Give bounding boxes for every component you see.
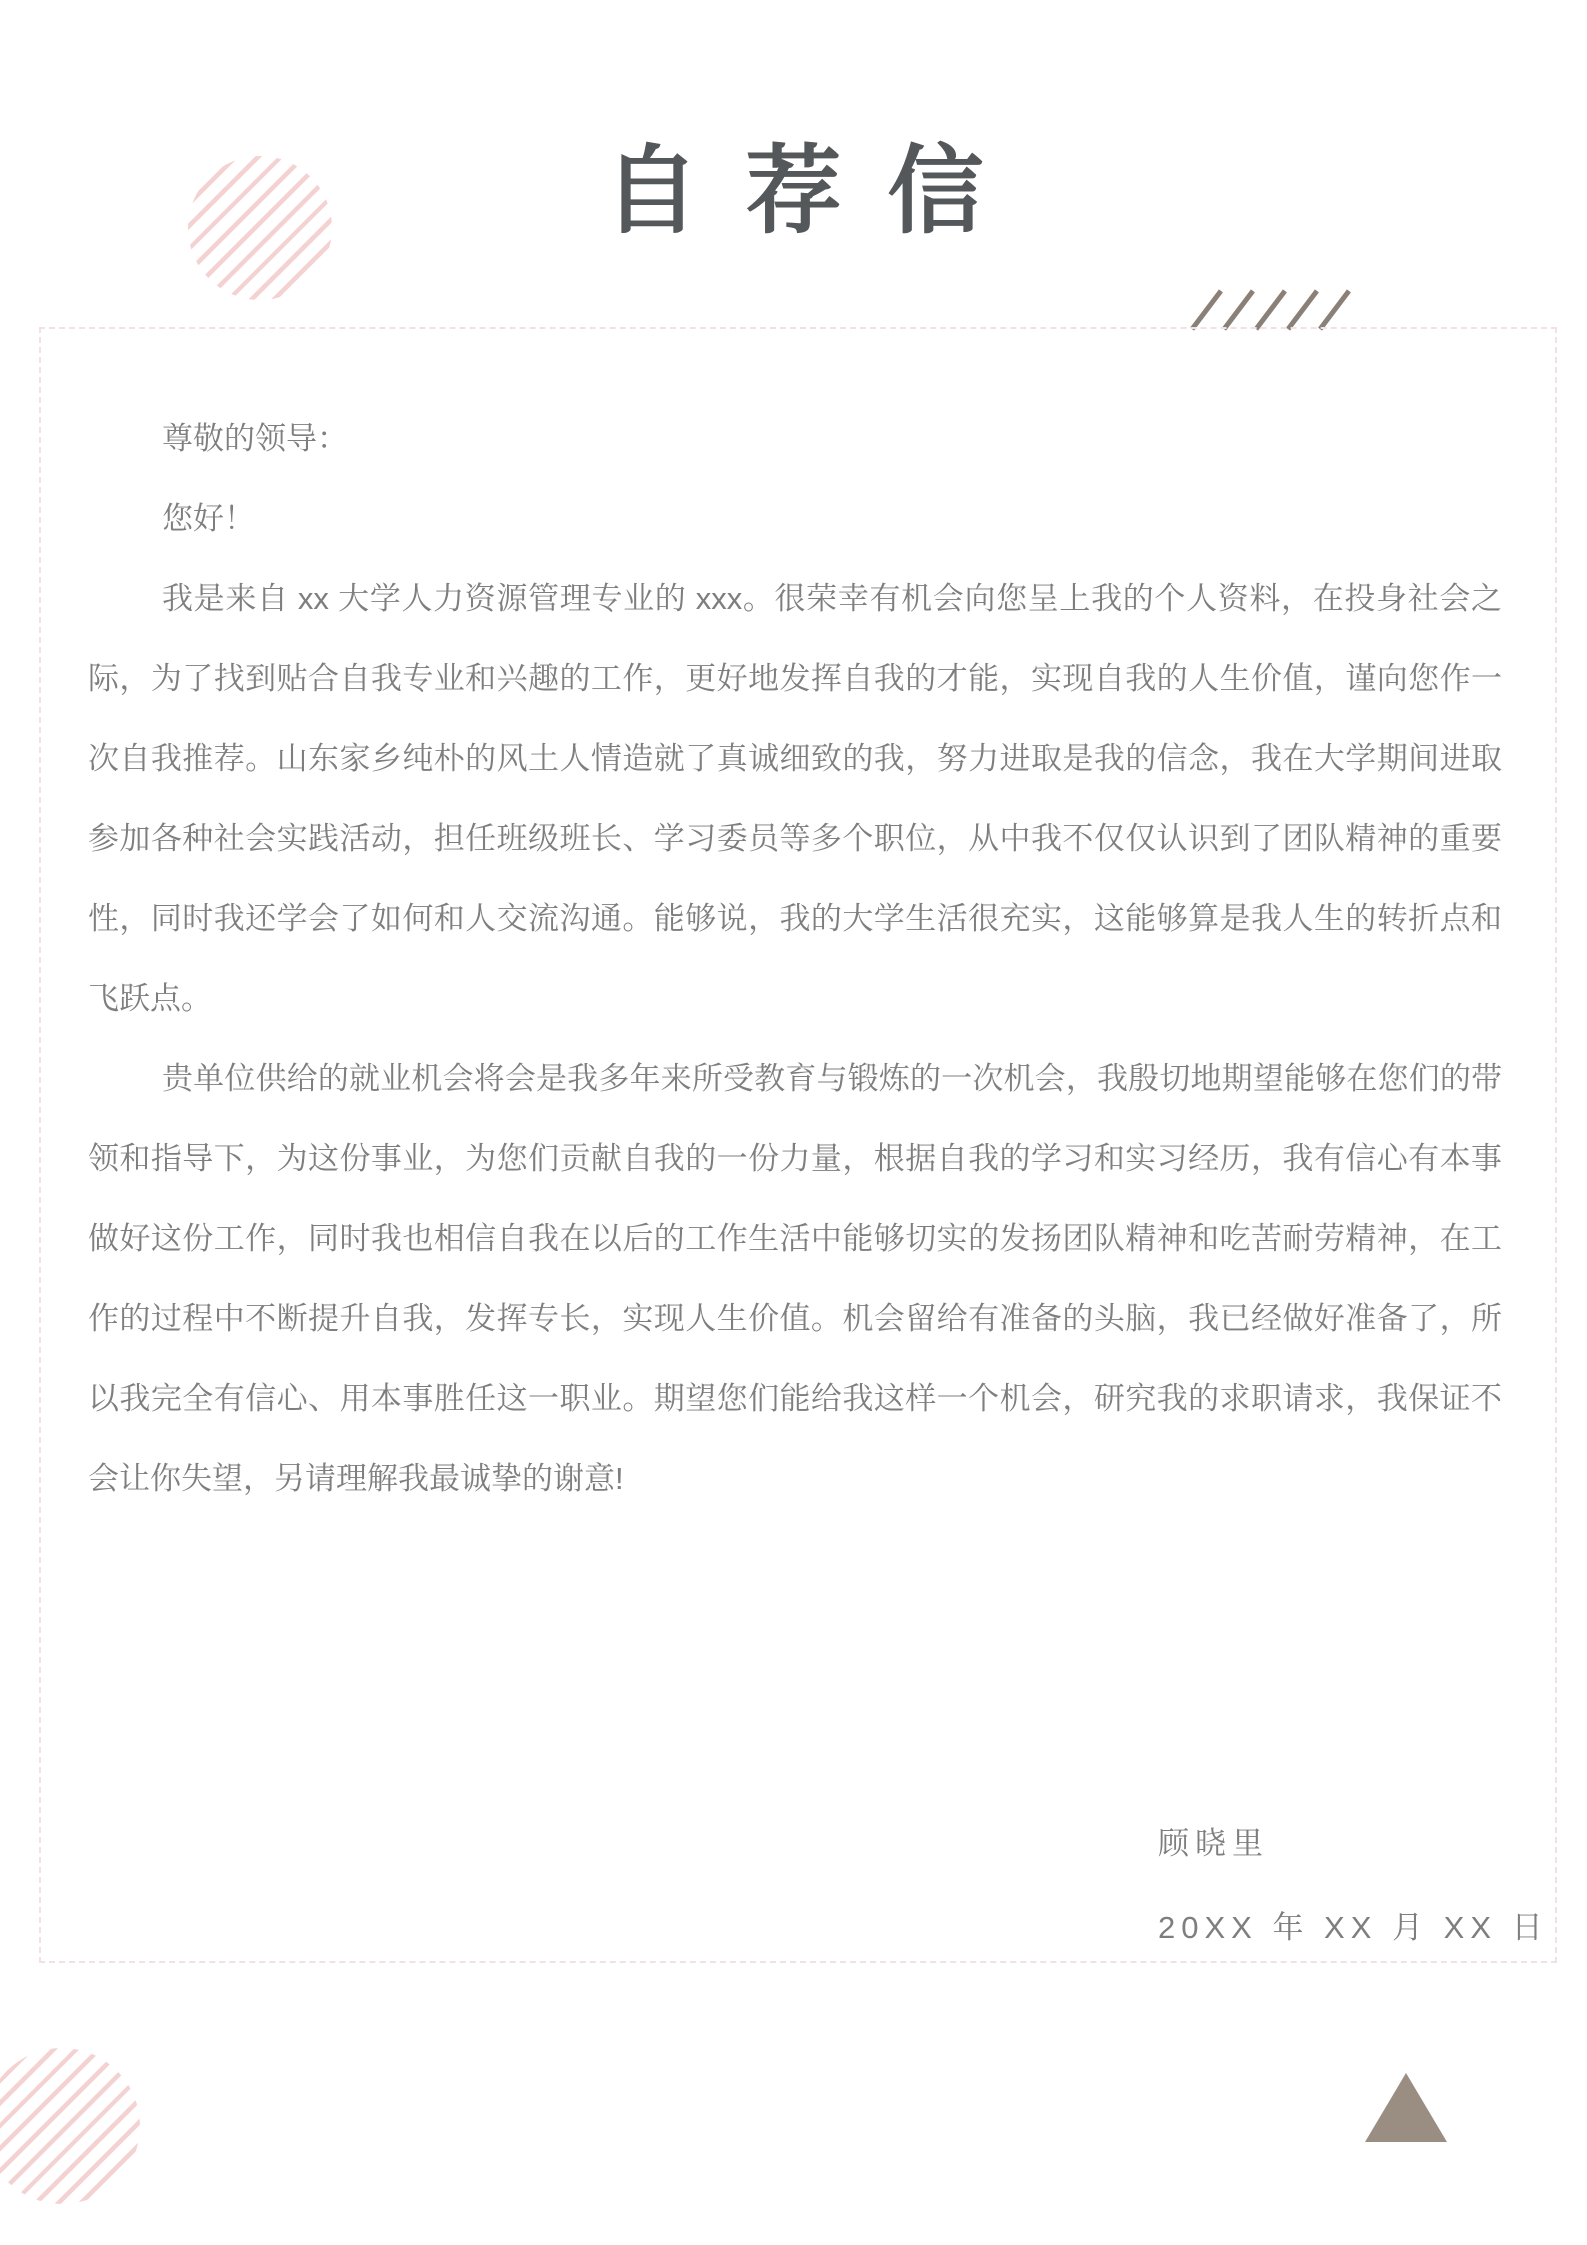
slash-icon	[1190, 289, 1223, 330]
striped-circle-decoration-bottom-left	[0, 2048, 140, 2204]
signature-name: 顾晓里	[1158, 1826, 1269, 1861]
letter-paragraph: 我是来自 xx 大学人力资源管理专业的 xxx。很荣幸有机会向您呈上我的个人资料，在投身社会之际，为了找到贴合自我专业和兴趣的工作，更好地发挥自我的才能，实现自我的人生价值，谨向您作一次自我推荐。山东家乡纯朴的风土人情造就了真诚细致的我，努力进取是我的信念，我在大学期间进取参加各种社会实践活动，担任班级班长、学习委员等多个职位，从中我不仅仅认识到了团队精神的重要性，同时我还学会了如何和人交流沟通。能够说，我的大学生活很充实，这能够算是我人生的转折点和飞跃点。	[88, 581, 1502, 1016]
signature-date: 20XX 年 XX 月 XX 日	[1158, 1910, 1549, 1945]
letter-paragraph: 贵单位供给的就业机会将会是我多年来所受教育与锻炼的一次机会，我殷切地期望能够在您们的带领和指导下，为这份事业，为您们贡献自我的一份力量，根据自我的学习和实习经历，我有信心有本事做好这份工作，同时我也相信自我在以后的工作生活中能够切实的发扬团队精神和吃苦耐劳精神，在工作的过程中不断提升自我，发挥专长，实现人生价值。机会留给有准备的头脑，我已经做好准备了，所以我完全有信心、用本事胜任这一职业。期望您们能给我这样一个机会，研究我的求职请求，我保证不会让你失望，另请理解我最诚挚的谢意!	[88, 1061, 1502, 1496]
page-title: 自荐信	[603, 138, 1030, 245]
signature-block	[1158, 1802, 1549, 1970]
salutation: 尊敬的领导：	[162, 421, 348, 456]
triangle-decoration	[1365, 2073, 1447, 2142]
greeting: 您好！	[162, 501, 255, 536]
slash-icon	[1286, 289, 1319, 330]
slash-icon	[1254, 289, 1287, 330]
slash-icon	[1318, 289, 1351, 330]
letter-body	[39, 327, 1557, 1519]
slash-icon	[1222, 289, 1255, 330]
